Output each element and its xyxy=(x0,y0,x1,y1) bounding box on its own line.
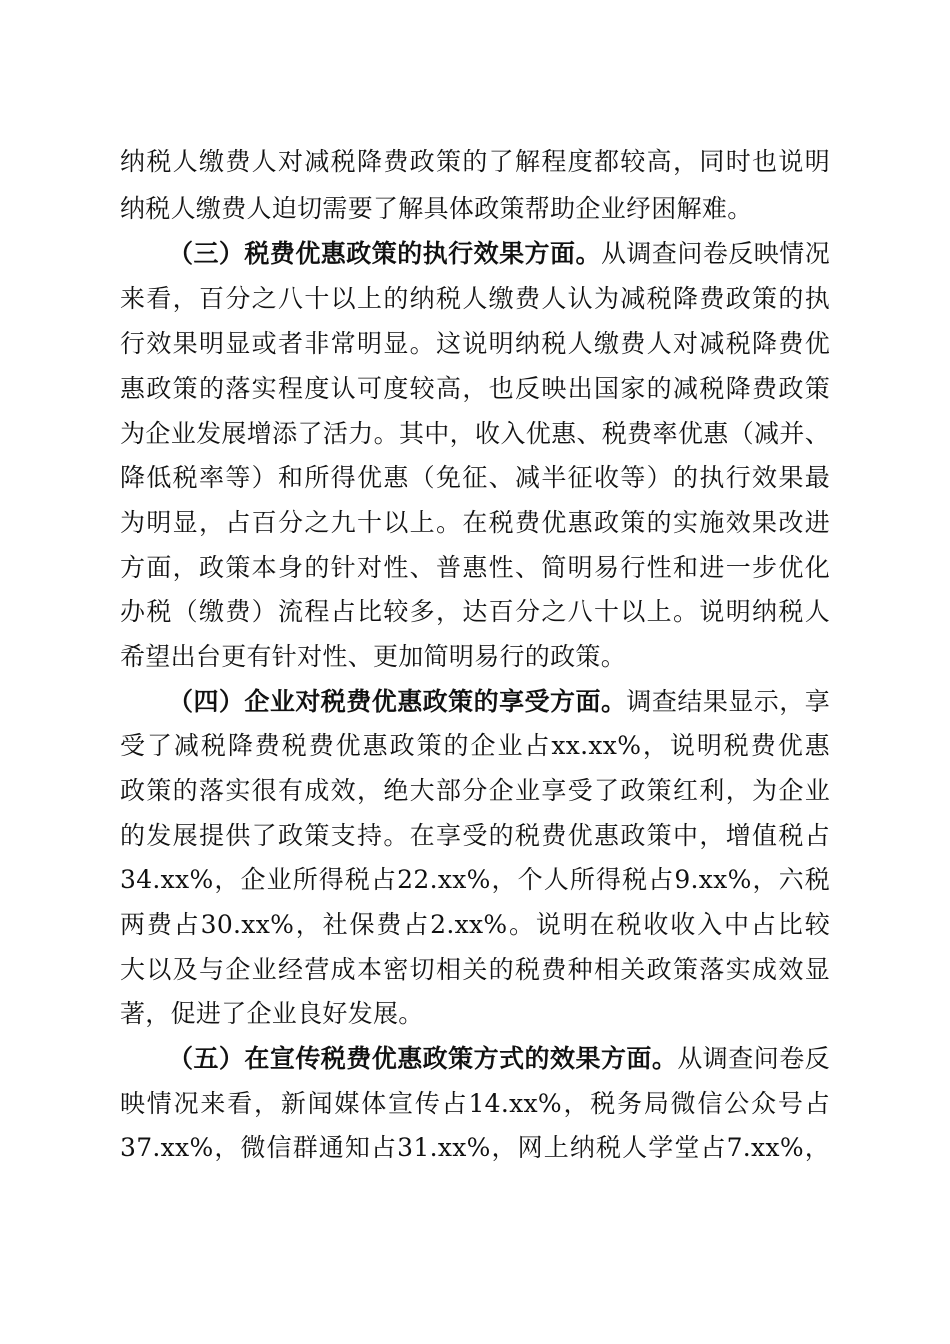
text-line: 为明显，占百分之九十以上。在税费优惠政策的实施效果改进 xyxy=(120,508,830,537)
paragraph-5-first-line xyxy=(168,1037,830,1081)
text-line: 办税（缴费）流程占比较多，达百分之八十以上。说明纳税人 xyxy=(120,597,830,626)
text-line: 希望出台更有针对性、更加简明易行的政策。 xyxy=(120,642,627,671)
text-line: 纳税人缴费人对减税降费政策的了解程度都较高，同时也说明 xyxy=(120,147,830,176)
paragraph-3-heading: （三）税费优惠政策的执行效果方面。 xyxy=(168,239,601,268)
paragraph-4-first-line xyxy=(168,680,830,724)
text-line: 映情况来看，新闻媒体宣传占14.xx%，税务局微信公众号占 xyxy=(120,1089,830,1118)
text-line: 的发展提供了政策支持。在享受的税费优惠政策中，增值税占 xyxy=(120,821,830,850)
text-line: 来看，百分之八十以上的纳税人缴费人认为减税降费政策的执 xyxy=(120,284,830,313)
paragraph-4-heading: （四）企业对税费优惠政策的享受方面。 xyxy=(168,687,627,716)
text-line: 行效果明显或者非常明显。这说明纳税人缴费人对减税降费优 xyxy=(120,329,830,358)
paragraph-3-text: 从调查问卷反映情况 xyxy=(600,239,830,268)
paragraph-5-text: 从调查问卷反 xyxy=(677,1044,830,1073)
text-line: 著，促进了企业良好发展。 xyxy=(120,999,424,1028)
paragraph-4-text: 调查结果显示，享 xyxy=(626,687,830,716)
text-line: 34.xx%，企业所得税占22.xx%，个人所得税占9.xx%，六税 xyxy=(120,865,830,894)
text-line: 降低税率等）和所得优惠（免征、减半征收等）的执行效果最 xyxy=(120,463,830,492)
text-line: 纳税人缴费人迫切需要了解具体政策帮助企业纾困解难。 xyxy=(120,194,753,223)
paragraph-3-first-line xyxy=(168,232,830,276)
text-line: 方面，政策本身的针对性、普惠性、简明易行性和进一步优化 xyxy=(120,553,830,582)
text-line: 受了减税降费税费优惠政策的企业占xx.xx%，说明税费优惠 xyxy=(120,731,830,760)
text-line: 两费占30.xx%，社保费占2.xx%。说明在税收收入中占比较 xyxy=(120,910,830,939)
text-line: 大以及与企业经营成本密切相关的税费种相关政策落实成效显 xyxy=(120,955,830,984)
text-line: 惠政策的落实程度认可度较高，也反映出国家的减税降费政策 xyxy=(120,374,830,403)
text-line: 政策的落实很有成效，绝大部分企业享受了政策红利，为企业 xyxy=(120,776,830,805)
text-line: 为企业发展增添了活力。其中，收入优惠、税费率优惠（减并、 xyxy=(120,419,830,448)
text-line: 37.xx%，微信群通知占31.xx%，网上纳税人学堂占7.xx%， xyxy=(120,1133,830,1162)
paragraph-5-heading: （五）在宣传税费优惠政策方式的效果方面。 xyxy=(168,1044,678,1073)
